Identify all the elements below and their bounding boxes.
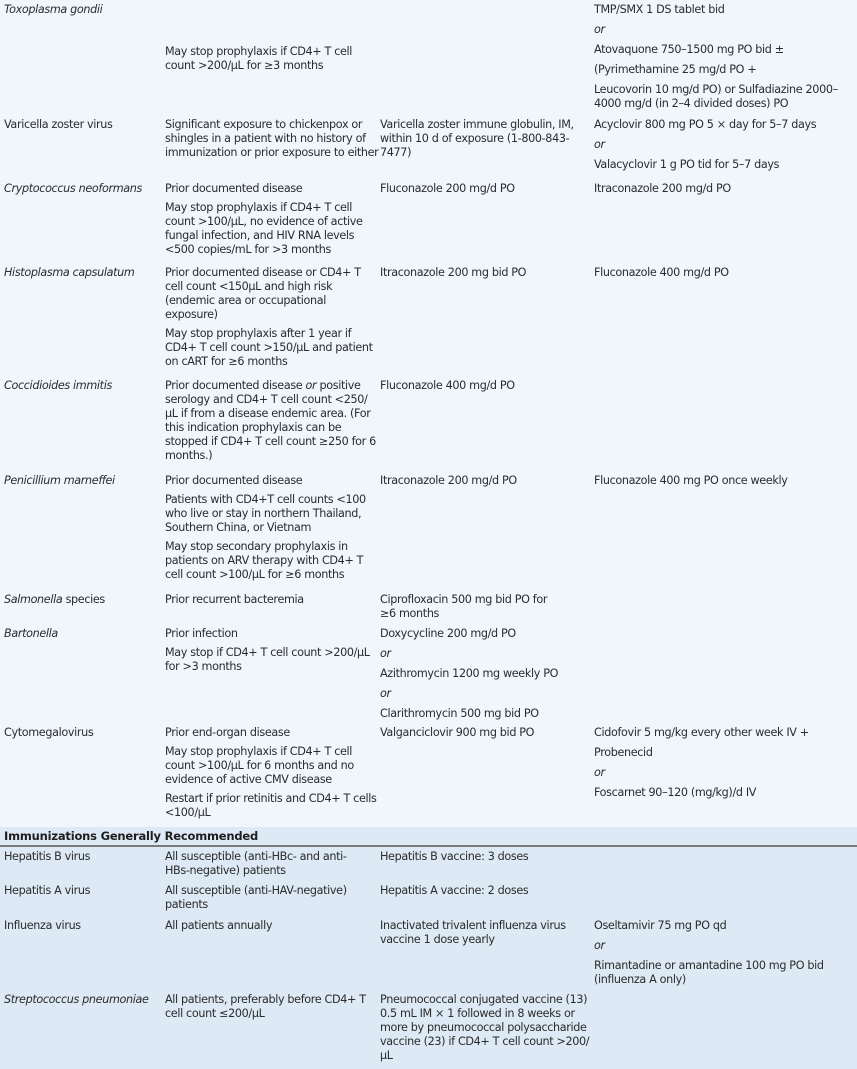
regimen-line: Doxycycline 200 mg/d PO <box>380 627 516 640</box>
indication-influenza: All patients annually <box>165 919 273 932</box>
pathogen-hepatitis-a: Hepatitis A virus <box>4 884 91 897</box>
alternative-cytomegalovirus <box>594 726 854 800</box>
indication-hepatitis-b: All susceptible (anti-HBc- and anti-HBs-negative) patients <box>165 850 347 877</box>
indication-line: Restart if prior retinitis and CD4+ T cells <100/μL <box>165 792 377 819</box>
regimen-line: Atovaquone 750–1500 mg PO bid ± <box>594 43 784 56</box>
regimen-line: Probenecid <box>594 746 653 759</box>
indication-line: Prior documented disease or CD4+ T cell count <150μL and high risk (endemic area or occupational exposure) <box>165 266 361 321</box>
first-choice-histoplasma: Itraconazole 200 mg bid PO <box>380 266 527 279</box>
pathogen-streptococcus: Streptococcus pneumoniae <box>4 993 149 1006</box>
pathogen-suffix: species <box>62 593 105 606</box>
indication-cytomegalovirus <box>165 726 380 820</box>
regimen-line: Azithromycin 1200 mg weekly PO <box>380 667 559 680</box>
indication-line: May stop if CD4+ T cell count >200/μL for >3 months <box>165 646 370 673</box>
indication-cryptococcus <box>165 182 380 257</box>
indication-varicella <box>165 118 380 160</box>
indication-line: Patients with CD4+T cell counts <100 who live or stay in northern Thailand, Southern China, or Vietnam <box>165 493 366 534</box>
indication-line: May stop prophylaxis if CD4+ T cell count >100/μL for 6 months and no evidence of active CMV disease <box>165 745 354 786</box>
first-choice-influenza: Inactivated trivalent influenza virus vaccine 1 dose yearly <box>380 919 566 946</box>
section-heading-row <box>0 827 857 846</box>
indication-line: Prior end-organ disease <box>165 726 290 739</box>
indication-salmonella: Prior recurrent bacteremia <box>165 593 304 606</box>
alternative-influenza <box>594 919 854 987</box>
first-choice-cytomegalovirus: Valganciclovir 900 mg bid PO <box>380 726 535 739</box>
indication-bartonella <box>165 627 380 674</box>
indication-histoplasma <box>165 266 380 369</box>
regimen-line: Cidofovir 5 mg/kg every other week IV + <box>594 726 809 739</box>
regimen-line: Varicella zoster immune globulin, IM, within 10 d of exposure (1-800-843-7477) <box>380 118 574 159</box>
pathogen-bartonella: Bartonella <box>4 627 58 640</box>
pathogen-toxoplasma: Toxoplasma gondii <box>4 3 103 16</box>
pathogen-cryptococcus: Cryptococcus neoformans <box>4 182 142 195</box>
alternative-histoplasma: Fluconazole 400 mg/d PO <box>594 266 729 279</box>
indication-coccidioides <box>165 379 380 463</box>
alternative-penicillium: Fluconazole 400 mg PO once weekly <box>594 474 788 487</box>
first-choice-penicillium: Itraconazole 200 mg/d PO <box>380 474 517 487</box>
pathogen-influenza: Influenza virus <box>4 919 81 932</box>
pathogen-histoplasma: Histoplasma capsulatum <box>4 266 135 279</box>
indication-line: Significant exposure to chickenpox or shingles in a patient with no history of immunization or prior exposure to either <box>165 118 379 159</box>
first-choice-bartonella <box>380 627 590 721</box>
pathogen-genus: Salmonella <box>4 593 63 606</box>
or-separator: or <box>594 23 605 36</box>
indication-penicillium <box>165 474 380 582</box>
pathogen-hepatitis-b: Hepatitis B virus <box>4 850 91 863</box>
indication-line: May stop prophylaxis after 1 year if CD4+ T cell count >150/μL and patient on cART for ≥6 months <box>165 327 373 368</box>
indication-line: May stop prophylaxis if CD4+ T cell count >200/μL for ≥3 months <box>165 45 353 72</box>
first-choice-hepatitis-b: Hepatitis B vaccine: 3 doses <box>380 850 529 863</box>
regimen-line: TMP/SMX 1 DS tablet bid <box>594 3 725 16</box>
pathogen-varicella: Varicella zoster virus <box>4 118 113 131</box>
section-divider <box>0 845 857 847</box>
or-separator: or <box>594 939 605 952</box>
regimen-line: Valacyclovir 1 g PO tid for 5–7 days <box>594 158 780 171</box>
first-choice-hepatitis-a: Hepatitis A vaccine: 2 doses <box>380 884 529 897</box>
alternative-toxoplasma <box>594 3 854 111</box>
regimen-line: Acyclovir 800 mg PO 5 × day for 5–7 days <box>594 118 817 131</box>
pathogen-penicillium: Penicillium marneffei <box>4 474 115 487</box>
first-choice-streptococcus: Pneumococcal conjugated vaccine (13) 0.5 mL IM × 1 followed in 8 weeks or more by pneumococcal polysaccharide vaccine (23) if CD4+ T cell count >200/μL <box>380 993 590 1062</box>
pathogen-coccidioides: Coccidioides immitis <box>4 379 112 392</box>
pathogen-cytomegalovirus: Cytomegalovirus <box>4 726 94 739</box>
indication-line: May stop secondary prophylaxis in patients on ARV therapy with CD4+ T cell count >100/μL for ≥6 months <box>165 540 364 581</box>
indication-hepatitis-a: All susceptible (anti-HAV-negative) patients <box>165 884 347 911</box>
or-separator: or <box>380 647 391 660</box>
or-separator: or <box>380 687 391 700</box>
regimen-line: Clarithromycin 500 mg bid PO <box>380 707 539 720</box>
pathogen-salmonella <box>4 593 154 607</box>
regimen-line: Leucovorin 10 mg/d PO) or Sulfadiazine 2000–4000 mg/d (in 2–4 divided doses) PO <box>594 83 838 110</box>
indication-text: positive serology and CD4+ T cell count <250/μL if from a disease endemic area. (For this indication prophylaxis can be stopped if CD4+ T cell count ≥250 for 6 months.) <box>165 379 376 462</box>
alternative-cryptococcus: Itraconazole 200 mg/d PO <box>594 182 731 195</box>
first-choice-salmonella: Ciprofloxacin 500 mg bid PO for ≥6 months <box>380 593 548 620</box>
indication-line: Prior documented disease <box>165 182 303 195</box>
regimen-line: Oseltamivir 75 mg PO qd <box>594 919 727 932</box>
or-separator: or <box>594 766 605 779</box>
indication-line: Prior documented disease <box>165 474 303 487</box>
section-heading: Immunizations Generally Recommended <box>4 829 259 843</box>
indication-line: May stop prophylaxis if CD4+ T cell count >100/μL, no evidence of active fungal infection, and HIV RNA levels <500 copies/mL for >3 months <box>165 201 363 256</box>
first-choice-coccidioides: Fluconazole 400 mg/d PO <box>380 379 515 392</box>
indication-line: Prior infection <box>165 627 238 640</box>
regimen-line: Rimantadine or amantadine 100 mg PO bid (influenza A only) <box>594 959 824 986</box>
regimen-line: Foscarnet 90–120 (mg/kg)/d IV <box>594 786 757 799</box>
indication-streptococcus: All patients, preferably before CD4+ T cell count ≤200/μL <box>165 993 366 1020</box>
or-separator: or <box>305 379 317 392</box>
or-separator: or <box>594 138 605 151</box>
alternative-varicella <box>594 118 854 172</box>
indication-text: Prior documented disease <box>165 379 306 392</box>
first-choice-varicella <box>380 118 590 160</box>
regimen-line: (Pyrimethamine 25 mg/d PO + <box>594 63 757 76</box>
indication-toxoplasma <box>165 45 380 73</box>
first-choice-cryptococcus: Fluconazole 200 mg/d PO <box>380 182 515 195</box>
